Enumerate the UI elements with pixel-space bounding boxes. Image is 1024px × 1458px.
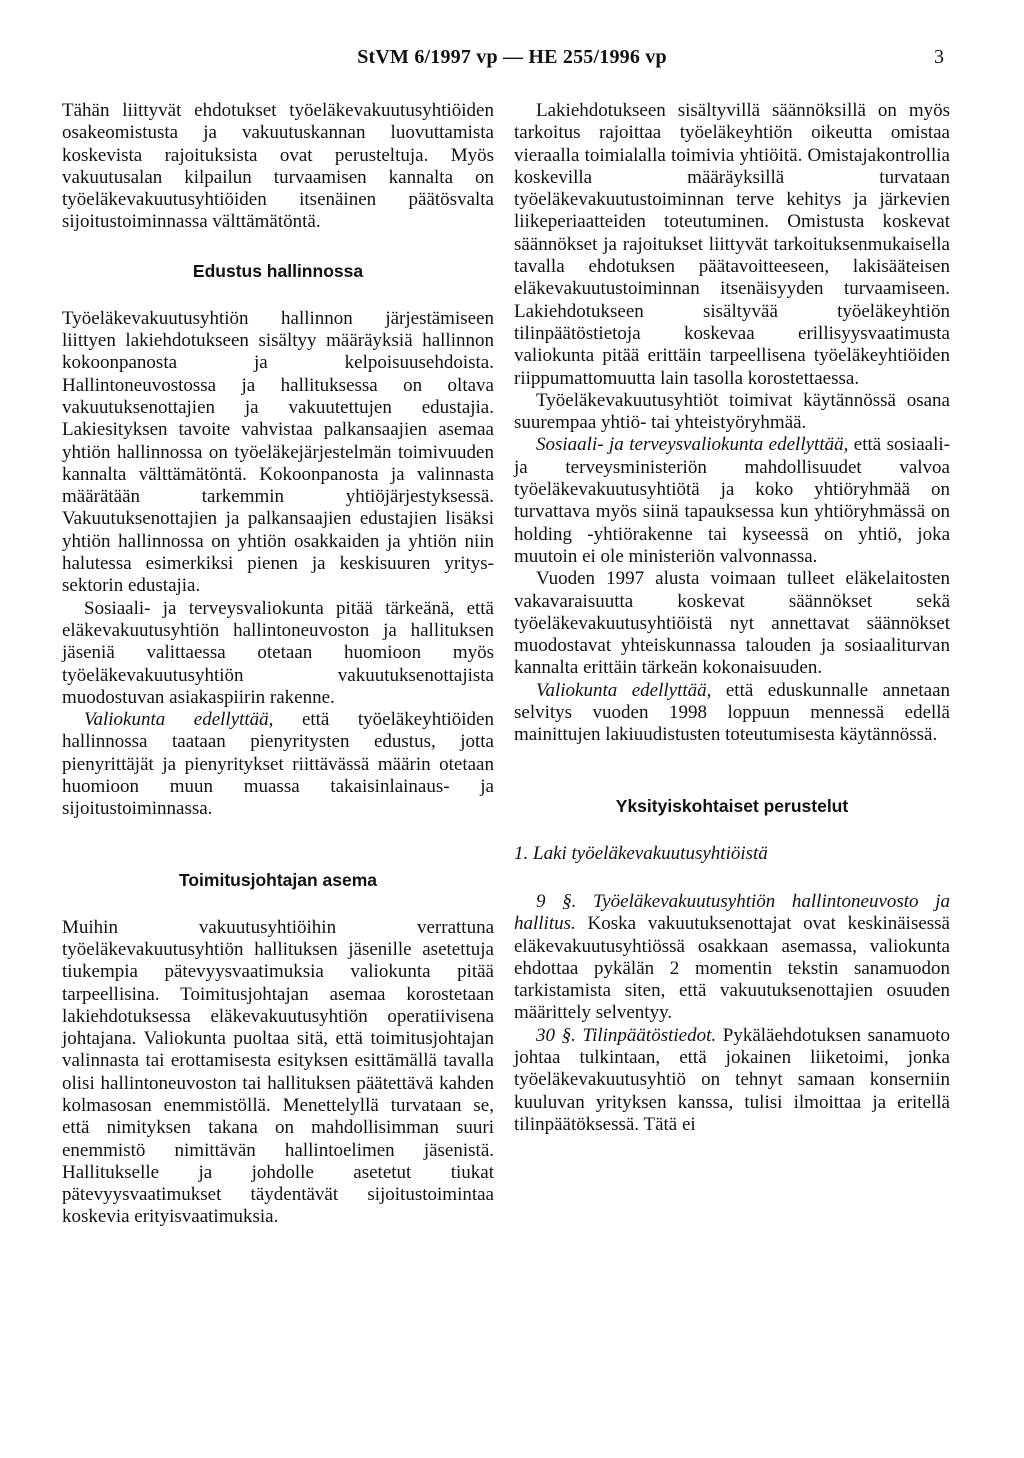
paragraph: Sosiaali- ja terveysvaliokunta pitää tärkeänä, että eläkevakuutusyhtiön hallintoneuvoston ja hallituksen jäseniä valittaessa otetaan huomioon myös työeläkevakuutusyhtiön vakuutuksenottajista muodostuvan asiakaspiirin rakenne. (62, 597, 494, 708)
paragraph (62, 709, 494, 820)
paragraph-text: että sosiaali- ja terveysministeriön mahdollisuudet valvoa työeläkevakuutusyhtiötä ja koko yhtiöryhmää on turvattava myös siinä tapauksessa kun yhtiöryhmässä on holding -yhtiörakenne tai kyseessä on yhtiö, joka muutoin ei ole ministeriön valvonnassa. (514, 434, 950, 567)
page-number: 3 (934, 46, 944, 68)
emphasis-text: Sosiaali- ja terveysvaliokunta edellyttää, (536, 434, 849, 456)
right-column (514, 100, 950, 1136)
section-title: 9 §. Työeläkevakuutusyhtiön hallintoneuvosto ja hallitus. (514, 890, 950, 935)
paragraph-text: Pykäläehdotuksen sanamuoto johtaa tulkintaan, että jokainen liiketoimi, jonka työeläkevakuutusyhtiö on tehnyt samaan konserniin kuuluvan yrityksen kanssa, tulisi ilmoittaa ja eritellä tilinpäätöksessä. Tätä ei (514, 1024, 950, 1135)
paragraph-text: että työeläkeyhtiöiden hallinnossa taataan pienyritysten edustus, jotta pienyrittäjät ja pienyritykset riittävässä määrin otetaan huomioon muun muassa takaisinlainaus- ja sijoitustoiminnassa. (62, 709, 494, 820)
paragraph: Lakiehdotukseen sisältyvillä säännöksillä on myös tarkoitus rajoittaa työeläkeyhtiön oikeutta omistaa vieraalla toimialalla toimivia yhtiöitä. Omistajakontrollia koskevilla määräyksillä turvataan työeläkevakuutustoiminnan terve kehitys ja järkevien liikeperiaatteiden toteutuminen. Omistusta koskevat säännökset ja rajoitukset liittyvät tarkoituksenmukaisella tavalla ehdotuksen päätavoitteeseen, lakisääteisen eläkevakuutustoiminnan itsenäisyyden turvaamiseen. Lakiehdotukseen sisältyvää työeläkeyhtiön tilinpäätöstietoja koskevaa erillisyysvaatimusta valiokunta pitää erittäin tarpeellisena työeläkeyhtiöiden riippumattomuutta lain tasolla korostettaessa. (514, 100, 950, 389)
paragraph: Työeläkevakuutusyhtiöt toimivat käytännössä osana suurempaa yhtiö- tai yhteistyöryhmää. (514, 389, 950, 434)
section-heading-toimitusjohtaja: Toimitusjohtajan asema (178, 869, 378, 890)
law-title: 1. Laki työeläkevakuutusyhtiöistä (514, 842, 768, 864)
intro-paragraph: Tähän liittyvät ehdotukset työeläkevakuutusyhtiöiden osakeomistusta ja vakuutuskannan luovuttamista koskevista rajoituksista ovat perusteltuja. Myös vakuutusalan kilpailun turvaamisen kannalta on työeläkevakuutusyhtiöiden itsenäinen päätösvalta sijoitustoiminnassa välttämätöntä. (62, 100, 494, 233)
paragraph-text: että eduskunnalle annetaan selvitys vuoden 1998 loppuun mennessä edellä mainittujen lakiuudistusten toteutumisesta käytännössä. (514, 679, 950, 746)
paragraph (514, 891, 950, 1025)
page-header (0, 46, 1024, 76)
emphasis-text: Valiokunta edellyttää, (84, 709, 274, 731)
section-title: 30 §. Tilinpäätöstiedot. (536, 1024, 717, 1046)
paragraph (514, 680, 950, 747)
paragraph (514, 1025, 950, 1136)
paragraph (514, 434, 950, 568)
section-heading-edustus: Edustus hallinnossa (192, 260, 364, 281)
left-column (62, 100, 494, 1229)
document-reference: StVM 6/1997 vp — HE 255/1996 vp (357, 46, 667, 68)
paragraph: Muihin vakuutusyhtiöihin verrattuna työeläkevakuutusyhtiön hallituksen jäsenille asetettuja tiukempia pätevyysvaatimuksia valiokunta pitää tarpeellisina. Toimitusjohtajan asemaa korostetaan lakiehdotuksessa eläkevakuutusyhtiön operatiivisena johtajana. Valiokunta puoltaa sitä, että toimitusjohtajan valinnasta tai erottamisesta esityksen esittämällä tavalla olisi hallintoneuvoston tai hallituksen päätettävä kahden kolmasosan enemmistöllä. Menettelyllä turvataan se, että nimityksen takana on mahdollisimman suuri enemmistö nimittävän hallintoelimen jäsenistä. Hallitukselle ja johdolle asetetut tiukat pätevyysvaatimukset täydentävät sijoitustoimintaa koskevia erityisvaatimuksia. (62, 916, 494, 1228)
section-heading-yksityiskohtaiset: Yksityiskohtaiset perustelut (615, 795, 849, 816)
paragraph-text: Koska vakuutuksenottajat ovat keskinäisessä eläkevakuutusyhtiössä osakkaan asemassa, valiokunta ehdottaa pykälän 2 momentin tekstin sanamuodon tarkistamista siten, että vakuutuksenottajien osuuden määrittely selventyy. (514, 913, 950, 1024)
paragraph: Vuoden 1997 alusta voimaan tulleet eläkelaitosten vakavaraisuutta koskevat säännökset sekä työeläkevakuutusyhtiöistä nyt annettavat säännökset muodostavat yhteiskunnassa talouden ja sosiaaliturvan kannalta erittäin tärkeän kokonaisuuden. (514, 568, 950, 679)
paragraph: Työeläkevakuutusyhtiön hallinnon järjestämiseen liittyen lakiehdotukseen sisältyy määräyksiä hallinnon kokoonpanosta ja kelpoisuusehdoista. Hallintoneuvostossa ja hallituksessa on oltava vakuutuksenottajien ja vakuutettujen edustajia. Lakiesityksen tavoite vahvistaa palkansaajien asemaa yhtiön hallinnossa on työeläkejärjestelmän toimivuuden kannalta välttämätöntä. Kokoonpanosta ja valinnasta määrätään tarkemmin yhtiöjärjestyksessä. Vakuutuksenottajien ja palkansaajien edustajien lisäksi yhtiön hallinnossa on yhtiön osakkaiden ja yhtiön niin halutessa esimerkiksi pienen ja keskisuuren yrityssektorin edustajia. (62, 307, 494, 597)
emphasis-text: Valiokunta edellyttää, (536, 679, 712, 701)
